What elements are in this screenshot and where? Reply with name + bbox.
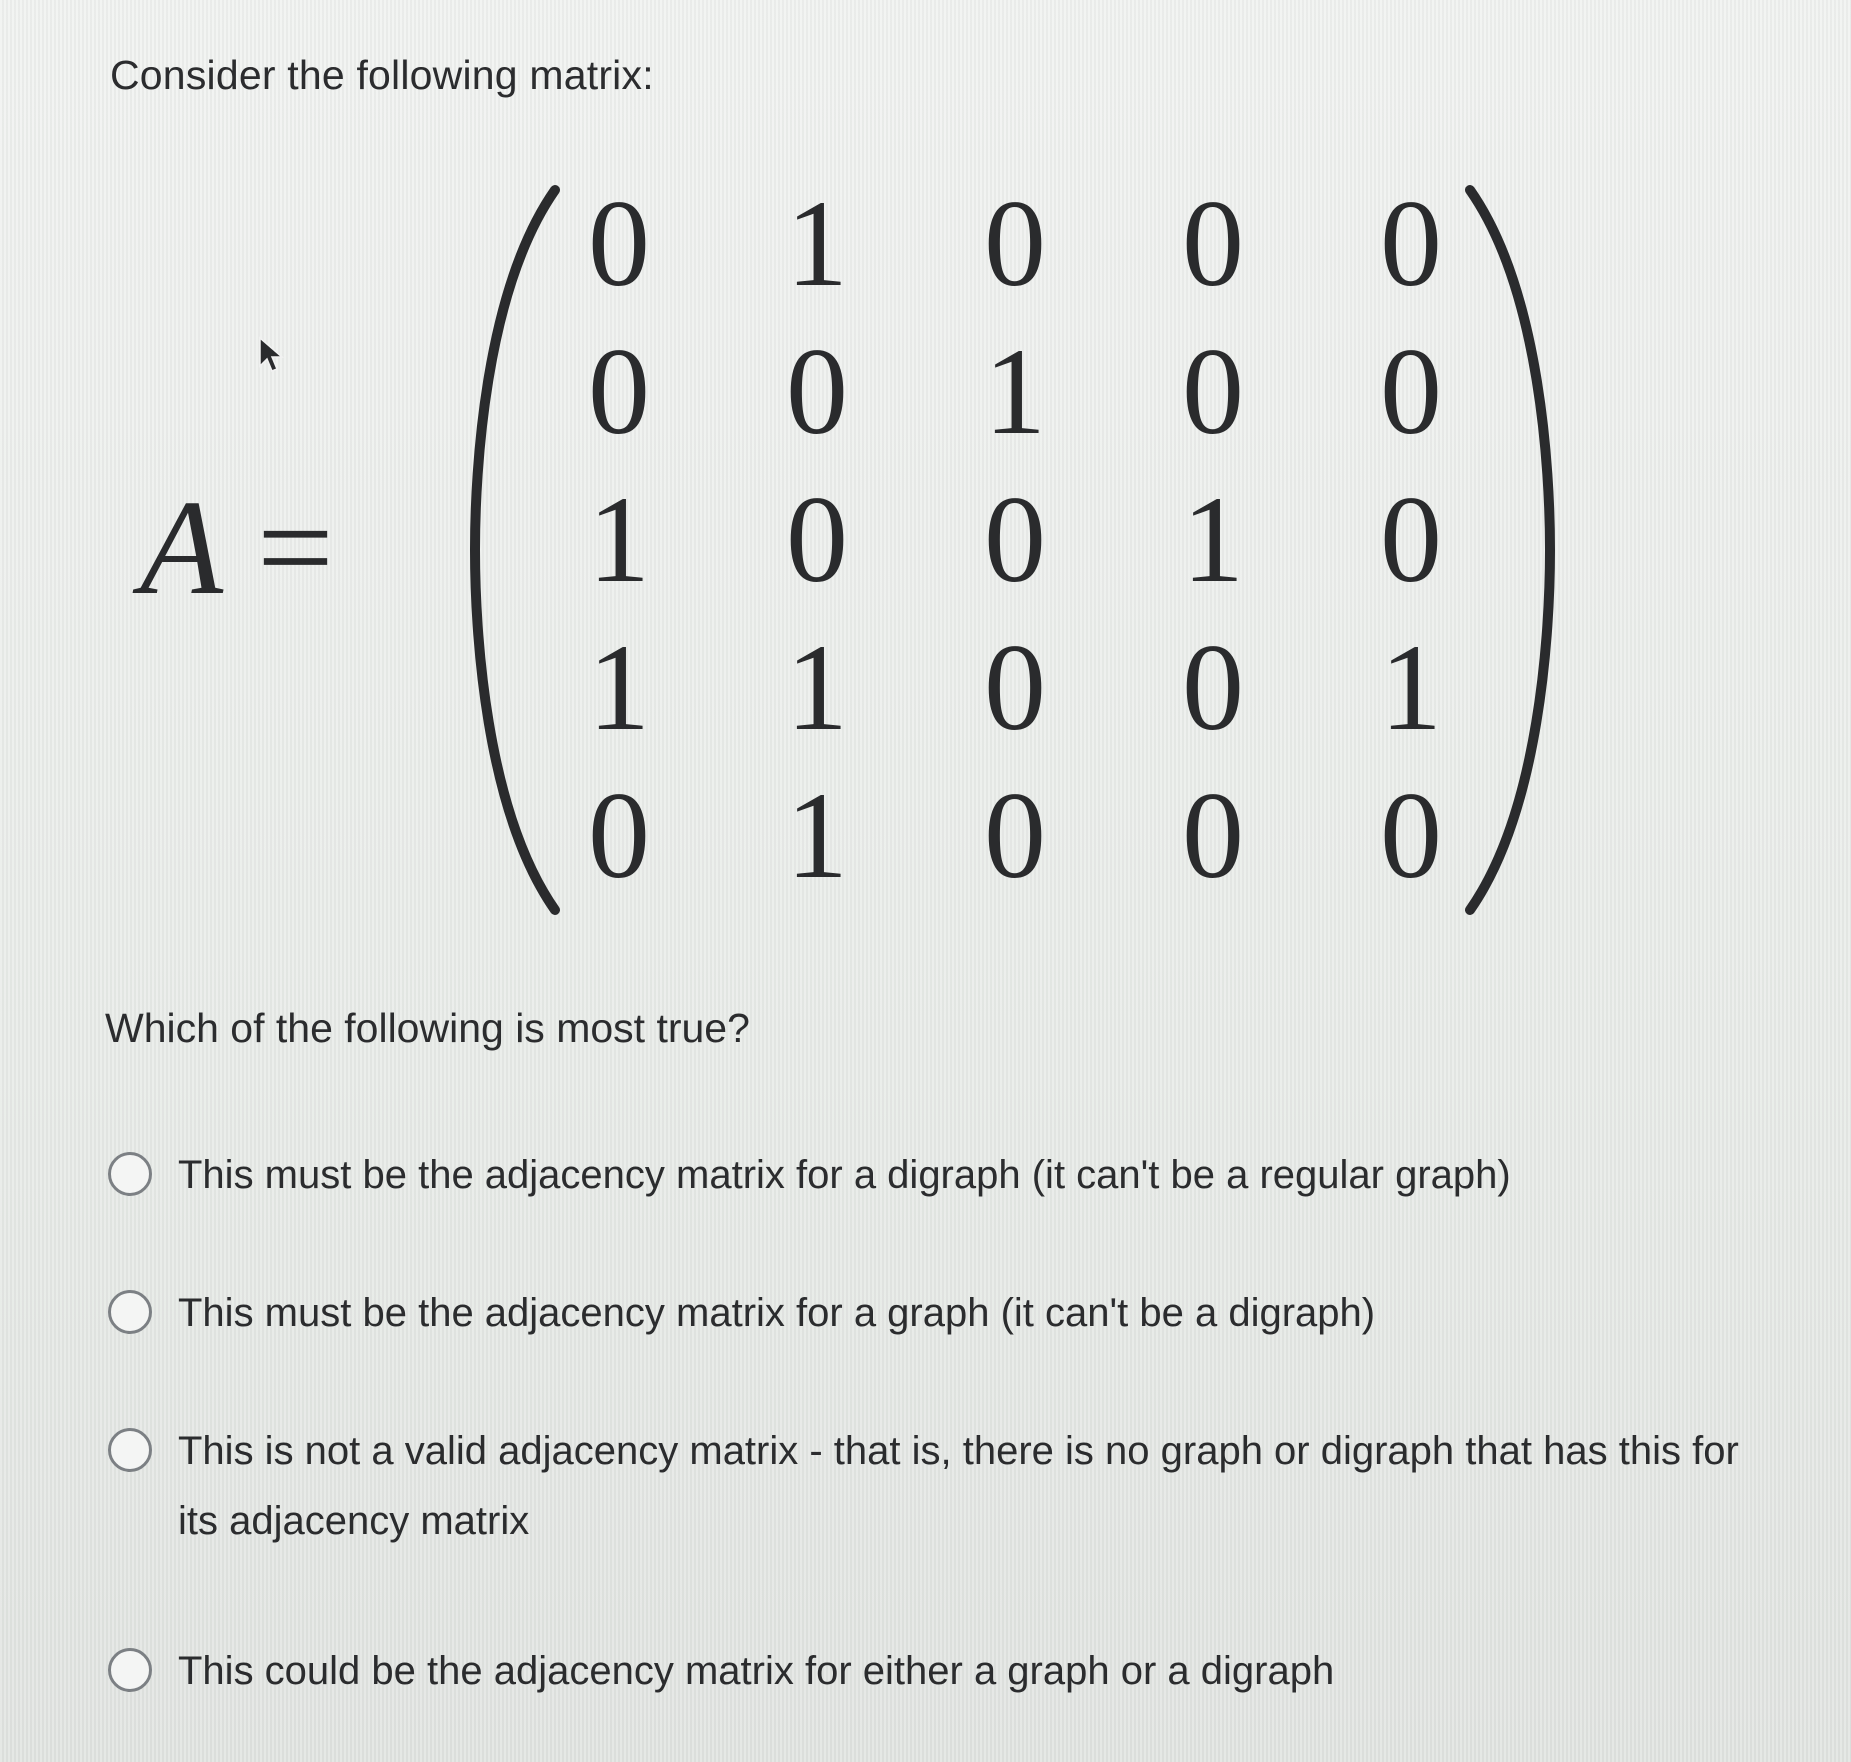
matrix-cell: 0 (786, 471, 848, 608)
answer-option-label: This is not a valid adjacency matrix - that is, there is no graph or digraph that has this for its adjacency matrix (178, 1429, 1739, 1543)
matrix-lhs (140, 470, 334, 626)
answer-option[interactable] (108, 1636, 1768, 1706)
matrix-cell: 0 (588, 175, 650, 312)
answer-option[interactable] (108, 1278, 1768, 1348)
matrix-cell: 0 (1380, 471, 1442, 608)
matrix-cell: 0 (984, 471, 1046, 608)
matrix-cell: 1 (588, 471, 650, 608)
matrix-cell: 0 (786, 323, 848, 460)
matrix-variable: A (140, 473, 224, 623)
radio-button[interactable] (108, 1428, 152, 1472)
answer-option-label: This could be the adjacency matrix for either a graph or a digraph (178, 1649, 1335, 1693)
radio-button[interactable] (108, 1152, 152, 1196)
radio-button[interactable] (108, 1648, 152, 1692)
matrix-cell: 0 (984, 767, 1046, 904)
right-parenthesis (1460, 170, 1580, 930)
matrix-cell: 0 (1182, 175, 1244, 312)
matrix-cell: 1 (786, 619, 848, 756)
matrix-cell: 1 (1380, 619, 1442, 756)
matrix-cell: 0 (1182, 619, 1244, 756)
answer-option[interactable] (108, 1140, 1768, 1210)
matrix-expression (130, 170, 1550, 930)
radio-button[interactable] (108, 1290, 152, 1334)
matrix-cell: 0 (588, 767, 650, 904)
matrix-cell: 0 (984, 175, 1046, 312)
matrix-cell: 1 (984, 323, 1046, 460)
answer-option-label: This must be the adjacency matrix for a graph (it can't be a digraph) (178, 1291, 1376, 1335)
matrix-cell: 1 (786, 767, 848, 904)
matrix-cell: 1 (588, 619, 650, 756)
matrix-cell: 0 (1380, 767, 1442, 904)
answer-option[interactable] (108, 1416, 1768, 1556)
matrix-cell: 0 (984, 619, 1046, 756)
matrix-cell: 0 (1182, 323, 1244, 460)
matrix-grid (520, 170, 1520, 930)
matrix-cell: 1 (786, 175, 848, 312)
answer-options (108, 1140, 1768, 1706)
answer-option-label: This must be the adjacency matrix for a digraph (it can't be a regular graph) (178, 1153, 1511, 1197)
question-text: Which of the following is most true? (105, 1005, 750, 1051)
matrix-cell: 1 (1182, 471, 1244, 608)
question-prompt: Consider the following matrix: (110, 52, 654, 98)
matrix-cell: 0 (1182, 767, 1244, 904)
matrix-cell: 0 (1380, 175, 1442, 312)
matrix-cell: 0 (588, 323, 650, 460)
equals-sign: = (257, 473, 334, 623)
matrix-cell: 0 (1380, 323, 1442, 460)
